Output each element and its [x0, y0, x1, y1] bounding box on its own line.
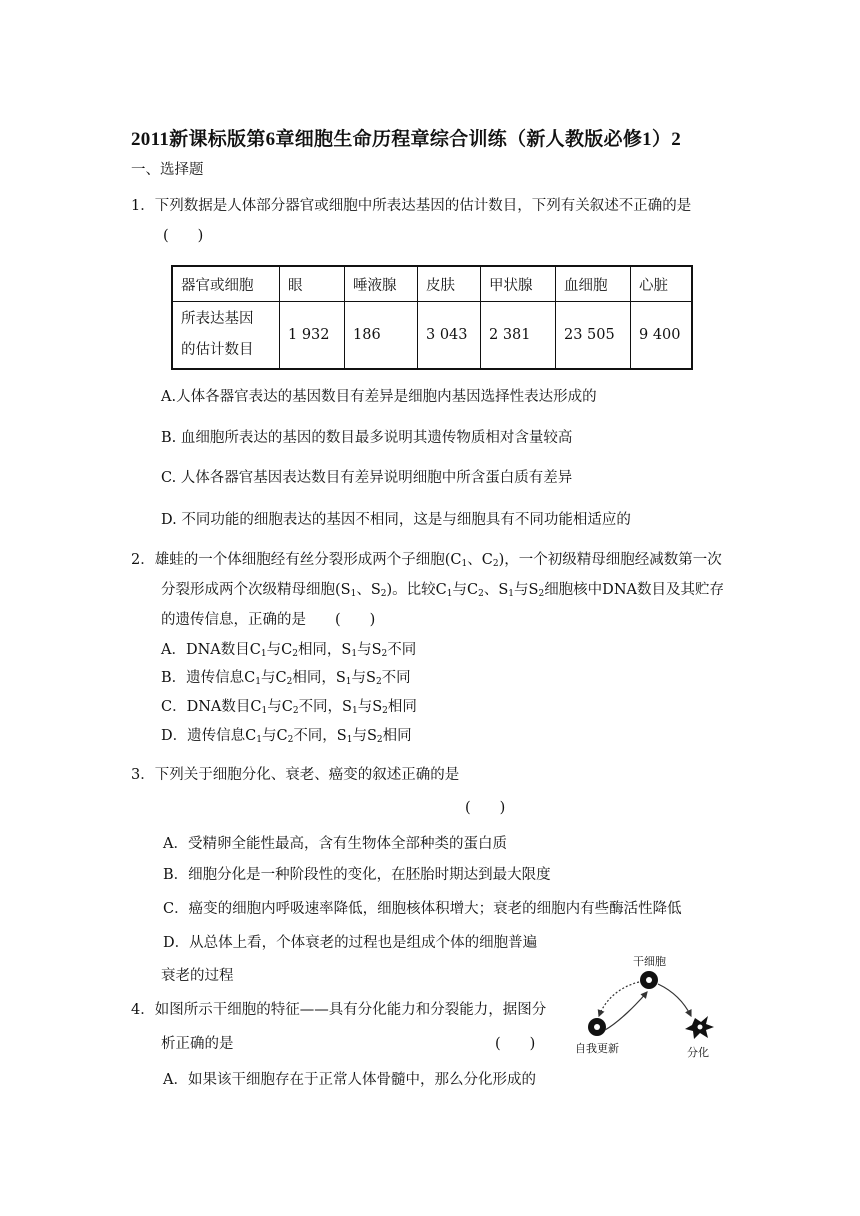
q1-option-c: C. 人体各器官基因表达数目有差异说明细胞中所含蛋白质有差异 [161, 470, 573, 486]
subscript: 2 [492, 559, 499, 569]
q2-text: 细胞核中DNA数目及其贮存 [544, 582, 724, 598]
table-header-cell: 器官或细胞 [172, 266, 280, 302]
q4-stem-line1: 4．如图所示干细胞的特征——具有分化能力和分裂能力，据图分 [131, 1002, 547, 1018]
table-cell: 186 [345, 302, 418, 370]
q2-text: 、S [356, 582, 381, 598]
q2-text: 分裂形成两个次级精母细胞(S [161, 582, 351, 598]
q3-option-a: A．受精卵全能性最高，含有生物体全部种类的蛋白质 [163, 836, 507, 852]
subscript: 1 [346, 735, 353, 745]
table-header-cell: 血细胞 [556, 266, 631, 302]
q2-text: 与C [267, 699, 293, 715]
q2-text: 与C [260, 670, 287, 686]
subscript: 2 [287, 735, 294, 745]
table-header-cell: 唾液腺 [345, 266, 418, 302]
self-renewal-arrow-icon [599, 982, 639, 1016]
q2-option-c [161, 695, 417, 716]
subscript: 2 [381, 649, 388, 659]
q3-option-d: D．从总体上看，个体衰老的过程也是组成个体的细胞普遍 [163, 935, 538, 951]
subscript: 2 [538, 589, 545, 599]
q2-text: 与S [351, 670, 376, 686]
table-cell: 9 400 [631, 302, 693, 370]
q2-text: A．DNA数目C [161, 642, 261, 658]
q3-option-b: B．细胞分化是一种阶段性的变化，在胚胎时期达到最大限度 [163, 867, 551, 883]
differentiation-label: 分化 [687, 1046, 709, 1059]
q2-stem-line2 [161, 578, 724, 599]
stem-cell-diagram [567, 952, 737, 1067]
q2-text: 不同 [381, 670, 411, 686]
q2-stem-line3: 的遗传信息，正确的是 ( ) [161, 612, 376, 628]
q4-stem-line2: 析正确的是 [161, 1036, 234, 1052]
subscript: 2 [375, 677, 382, 687]
q2-text: 与C [261, 728, 288, 744]
q2-option-b [161, 666, 411, 687]
subscript: 1 [255, 677, 261, 687]
q2-option-d [161, 724, 412, 745]
q3-option-c: C．癌变的细胞内呼吸速率降低，细胞核体积增大；衰老的细胞内有些酶活性降低 [163, 901, 682, 917]
table-header-cell: 甲状腺 [481, 266, 556, 302]
q1-option-a: A.人体各器官表达的基因数目有差异是细胞内基因选择性表达形成的 [161, 389, 597, 405]
stem-cell-label: 干细胞 [633, 955, 666, 968]
subscript: 2 [478, 589, 484, 599]
table-cell: 1 932 [280, 302, 345, 370]
section-heading: 一、选择题 [131, 162, 204, 178]
q2-text: 与S [514, 582, 539, 598]
q2-text: 、C [467, 552, 493, 568]
q2-text: B．遗传信息C [161, 670, 256, 686]
subscript: 1 [351, 649, 358, 659]
q1-option-b: B. 血细胞所表达的基因的数目最多说明其遗传物质相对含量较高 [161, 430, 573, 446]
q3-option-d-continued: 衰老的过程 [161, 968, 234, 984]
table-header-cell: 眼 [280, 266, 345, 302]
subscript: 1 [350, 589, 357, 599]
q1-stem: 1．下列数据是人体部分器官或细胞中所表达基因的估计数目，下列有关叙述不正确的是 [131, 198, 692, 214]
subscript: 1 [446, 589, 453, 599]
q2-text: D．遗传信息C [161, 728, 257, 744]
q2-text: 不同 [387, 642, 417, 658]
q2-text: 相同 [382, 728, 412, 744]
q2-text: 不同，S [298, 699, 352, 715]
self-renewal-cell-icon [588, 1018, 606, 1036]
table-row [172, 302, 692, 370]
subscript: 2 [286, 677, 293, 687]
q2-text: 与S [357, 699, 383, 715]
stem-cell-figure [567, 952, 737, 1067]
q4-option-a: A．如果该干细胞存在于正常人体骨髓中，那么分化形成的 [163, 1072, 536, 1088]
row-label-line: 的估计数目 [181, 342, 254, 358]
q2-text: 、S [483, 582, 509, 598]
subscript: 1 [256, 735, 262, 745]
q2-text: 相同 [387, 699, 417, 715]
q2-text: 与C [452, 582, 479, 598]
subscript: 1 [345, 677, 352, 687]
subscript: 1 [261, 706, 268, 716]
subscript: 2 [382, 706, 388, 716]
q2-text: 相同，S [292, 670, 346, 686]
q1-answer-paren: ( ) [163, 228, 204, 244]
table-header-row [172, 266, 692, 302]
subscript: 2 [376, 735, 383, 745]
q4-answer-paren: ( ) [495, 1036, 536, 1052]
q2-option-a [161, 638, 416, 659]
q2-text: C．DNA数目C [161, 699, 262, 715]
stem-cell-icon [640, 971, 658, 989]
q2-text: 与S [357, 642, 382, 658]
q2-text: )，一个初级精母细胞经减数第一次 [498, 552, 722, 568]
q2-text: 与S [352, 728, 377, 744]
subscript: 2 [292, 649, 298, 659]
differentiated-cell-icon [685, 1016, 714, 1039]
page-title: 2011新课标版第6章细胞生命历程章综合训练（新人教版必修1）2 [131, 129, 682, 150]
table-cell: 3 043 [418, 302, 481, 370]
q2-text: )。比较C [386, 582, 447, 598]
gene-count-table [171, 265, 693, 370]
table-header-cell: 皮肤 [418, 266, 481, 302]
subscript: 1 [508, 589, 515, 599]
table-header-cell: 心脏 [631, 266, 693, 302]
q2-text: 不同，S [293, 728, 347, 744]
q3-answer-paren: ( ) [465, 800, 506, 816]
subscript: 1 [260, 649, 267, 659]
subscript: 1 [461, 559, 468, 569]
q3-stem: 3．下列关于细胞分化、衰老、癌变的叙述正确的是 [131, 767, 460, 783]
subscript: 2 [380, 589, 387, 599]
subscript: 1 [352, 706, 358, 716]
row-label-line: 所表达基因 [181, 311, 254, 327]
table-cell: 23 505 [556, 302, 631, 370]
q2-stem-line1 [131, 548, 722, 569]
q1-option-d: D. 不同功能的细胞表达的基因不相同，这是与细胞具有不同功能相适应的 [161, 512, 631, 528]
q2-text: 2．雄蛙的一个体细胞经有丝分裂形成两个子细胞(C [131, 552, 462, 568]
differentiation-arrow-icon [658, 984, 691, 1016]
self-renewal-label: 自我更新 [575, 1042, 619, 1055]
table-cell: 2 381 [481, 302, 556, 370]
subscript: 2 [292, 706, 299, 716]
q2-text: 与C [266, 642, 293, 658]
q2-text: 相同，S [297, 642, 352, 658]
table-row-label [172, 302, 280, 370]
